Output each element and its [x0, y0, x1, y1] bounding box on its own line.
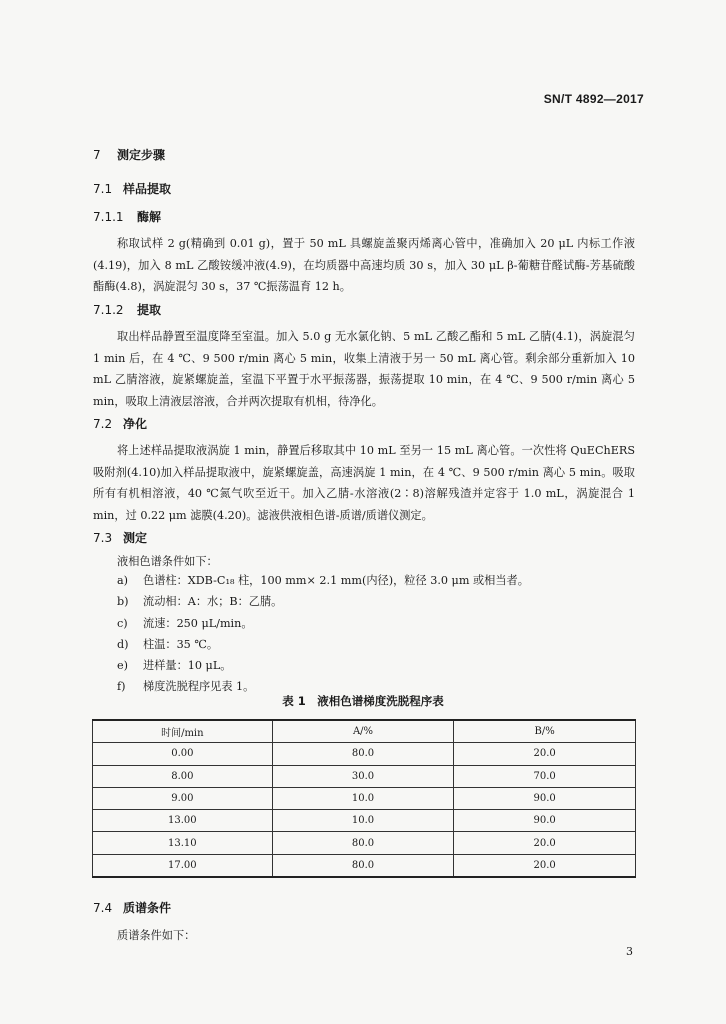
ms-conditions-intro: 质谱条件如下： — [117, 929, 196, 942]
section-title: 净化 — [123, 417, 148, 431]
list-item: c) 流速：250 μL/min。 — [117, 616, 253, 630]
table-cell: 10.0 — [272, 787, 454, 809]
table-cell: 13.00 — [93, 810, 273, 832]
table-cell: 20.0 — [454, 743, 636, 765]
column-header: 时间/min — [93, 720, 273, 743]
table-row — [93, 765, 636, 787]
table-cell: 80.0 — [272, 832, 454, 854]
lc-conditions-intro: 液相色谱条件如下： — [117, 555, 218, 568]
list-item: e) 进样量：10 μL。 — [117, 659, 232, 673]
section-7-2-heading — [93, 415, 147, 432]
table-cell: 20.0 — [454, 832, 636, 854]
table-row — [93, 787, 636, 809]
table-cell: 90.0 — [454, 810, 636, 832]
section-title: 样品提取 — [123, 182, 172, 196]
page-number: 3 — [626, 945, 633, 958]
table-caption: 表 1 液相色谱梯度洗脱程序表 — [282, 694, 444, 708]
lc-conditions-list — [117, 570, 529, 698]
section-title: 酶解 — [137, 210, 162, 224]
section-7-1-1-heading — [93, 208, 161, 225]
gradient-elution-table — [92, 719, 636, 878]
section-number: 7.3 — [93, 531, 113, 545]
section-7-2-paragraph: 将上述样品提取液涡旋 1 min，静置后移取其中 10 mL 至另一 15 mL 离心管。一次性将 QuEChERS 吸附剂(4.10)加入样品提取液中，旋紧螺旋盖，高速涡旋 1 min，在 4 ℃、9 500 r/min 离心 5 min。吸取所有有机相溶液，40 ℃氮气吹至近干。加入乙腈-水溶液(2∶8)溶解残渣并定容于 1.0 mL，涡旋混合 1 min，过 0.22 μm 滤膜(4.20)。滤液供液相色谱-质谱/质谱仪测定。 — [93, 444, 635, 522]
section-7-1-1-paragraph: 称取试样 2 g(精确到 0.01 g)，置于 50 mL 具螺旋盖聚丙烯离心管中，准确加入 20 μL 内标工作液(4.19)，加入 8 mL 乙酸铵缓冲液(4.9)，在均质器中高速均质 30 s，加入 30 μL β-葡糖苷醛试酶-芳基硫酸酯酶(4.8)，涡旋混匀 30 s，37 ℃振荡温育 12 h。 — [93, 237, 635, 293]
section-title: 测定 — [123, 531, 148, 545]
table-cell: 30.0 — [272, 765, 454, 787]
section-7-3-heading — [93, 529, 147, 546]
table-cell: 13.10 — [93, 832, 273, 854]
table-cell: 20.0 — [454, 854, 636, 877]
section-number: 7.1 — [93, 182, 113, 196]
column-header: A/% — [272, 720, 454, 743]
section-number: 7 — [93, 148, 101, 162]
section-title: 测定步骤 — [117, 148, 166, 162]
table-cell: 17.00 — [93, 854, 273, 877]
table-cell: 80.0 — [272, 743, 454, 765]
section-number: 7.1.1 — [93, 210, 124, 224]
table-row — [93, 743, 636, 765]
table-row — [93, 854, 636, 877]
table-header-row — [93, 720, 636, 743]
section-7-1-2-paragraph: 取出样品静置至温度降至室温。加入 5.0 g 无水氯化钠、5 mL 乙酸乙酯和 5 mL 乙腈(4.1)，涡旋混匀 1 min 后，在 4 ℃、9 500 r/min 离心 5 min，收集上清液于另一 50 mL 离心管。剩余部分重新加入 10 mL 乙腈溶液，旋紧螺旋盖，室温下平置于水平振荡器，振荡提取 10 min，在 4 ℃、9 500 r/min 离心 5 min，吸取上清液层溶液，合并两次提取有机相，待净化。 — [93, 330, 635, 408]
table-cell: 80.0 — [272, 854, 454, 877]
table-cell: 9.00 — [93, 787, 273, 809]
list-item: a) 色谱柱：XDB-C₁₈ 柱，100 mm× 2.1 mm(内径)，粒径 3.0 μm 或相当者。 — [117, 574, 529, 587]
table-row — [93, 832, 636, 854]
section-7-heading — [93, 146, 165, 163]
section-number: 7.4 — [93, 901, 113, 915]
section-title: 提取 — [137, 303, 162, 317]
table-row — [93, 810, 636, 832]
section-7-4-heading — [93, 899, 171, 916]
section-7-1-heading — [93, 180, 171, 197]
column-header: B/% — [454, 720, 636, 743]
table-cell: 70.0 — [454, 765, 636, 787]
list-item: f) 梯度洗脱程序见表 1。 — [117, 680, 255, 694]
section-title: 质谱条件 — [123, 901, 172, 915]
section-number: 7.1.2 — [93, 303, 124, 317]
list-item: b) 流动相：A：水；B：乙腈。 — [117, 595, 283, 609]
table-cell: 8.00 — [93, 765, 273, 787]
section-number: 7.2 — [93, 417, 113, 431]
table-cell: 0.00 — [93, 743, 273, 765]
list-item: d) 柱温：35 ℃。 — [117, 637, 219, 651]
section-7-1-2-heading — [93, 301, 161, 318]
standard-code: SN/T 4892—2017 — [543, 92, 644, 106]
table-cell: 10.0 — [272, 810, 454, 832]
table-cell: 90.0 — [454, 787, 636, 809]
